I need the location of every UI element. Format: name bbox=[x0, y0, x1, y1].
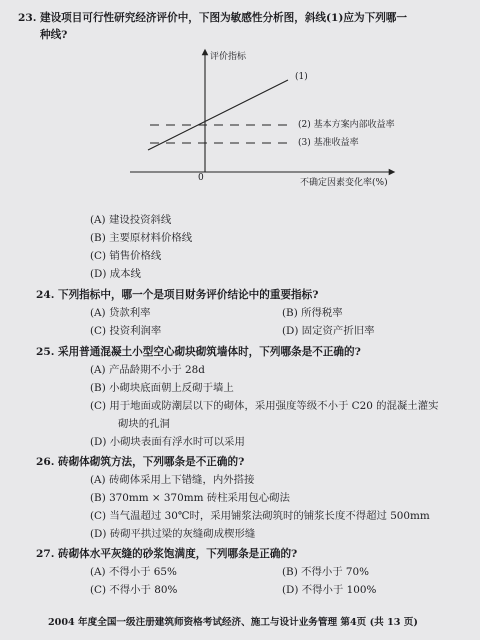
question-23-stem-line2: 种线? bbox=[40, 29, 68, 41]
question-23-option-d: (D) 成本线 bbox=[90, 268, 141, 280]
figure-x-axis-label: 不确定因素变化率(%) bbox=[300, 178, 388, 188]
page-footer: 2004 年度全国一级注册建筑师资格考试经济、施工与设计业务管理 第4页 (共 13 页) bbox=[48, 617, 418, 628]
figure-line-1-label: (1) bbox=[295, 72, 308, 82]
question-25-number: 25. bbox=[36, 346, 55, 358]
question-27-number: 27. bbox=[36, 548, 55, 560]
question-25-stem: 采用普通混凝土小型空心砌块砌筑墙体时，下列哪条是不正确的? bbox=[58, 346, 361, 358]
question-24-option-d: (D) 固定资产折旧率 bbox=[282, 325, 375, 337]
question-23-option-a: (A) 建设投资斜线 bbox=[90, 214, 172, 226]
question-23-option-c: (C) 销售价格线 bbox=[90, 250, 162, 262]
question-25-option-c: (C) 用于地面或防潮层以下的砌体，采用强度等级不小于 C20 的混凝土灌实 bbox=[90, 400, 439, 412]
sensitivity-line-1 bbox=[148, 80, 288, 150]
question-27-stem: 砖砌体水平灰缝的砂浆饱满度，下列哪条是正确的? bbox=[58, 548, 298, 560]
question-23-option-b: (B) 主要原材料价格线 bbox=[90, 232, 193, 244]
figure-line-3-label: (3) 基准收益率 bbox=[298, 138, 359, 148]
question-24-option-a: (A) 贷款利率 bbox=[90, 307, 151, 319]
question-27-option-d: (D) 不得小于 100% bbox=[282, 584, 377, 596]
question-27-option-a: (A) 不得小于 65% bbox=[90, 566, 177, 578]
figure-y-axis-label: 评价指标 bbox=[210, 52, 247, 62]
question-24-option-c: (C) 投资利润率 bbox=[90, 325, 162, 337]
question-27-option-b: (B) 不得小于 70% bbox=[282, 566, 370, 578]
question-25-option-c-continued: 砌块的孔洞 bbox=[118, 418, 170, 430]
question-25-option-b: (B) 小砌块底面朝上反砌于墙上 bbox=[90, 382, 234, 394]
figure-line-2-label: (2) 基本方案内部收益率 bbox=[298, 120, 395, 130]
question-25-option-d: (D) 小砌块表面有浮水时可以采用 bbox=[90, 436, 245, 448]
question-27-option-c: (C) 不得小于 80% bbox=[90, 584, 178, 596]
question-25-option-a: (A) 产品龄期不小于 28d bbox=[90, 364, 205, 376]
figure-origin-label: 0 bbox=[198, 173, 204, 183]
question-26-stem: 砖砌体砌筑方法，下列哪条是不正确的? bbox=[58, 456, 245, 468]
question-23-number: 23. bbox=[18, 12, 37, 24]
question-26-option-d: (D) 砖砌平拱过梁的灰缝砌成楔形缝 bbox=[90, 528, 256, 540]
question-26-option-b: (B) 370mm × 370mm 砖柱采用包心砌法 bbox=[90, 492, 290, 504]
question-24-stem: 下列指标中，哪一个是项目财务评价结论中的重要指标? bbox=[58, 289, 319, 301]
question-24-number: 24. bbox=[36, 289, 55, 301]
question-26-number: 26. bbox=[36, 456, 55, 468]
question-23-stem-line1: 建设项目可行性研究经济评价中，下图为敏感性分析图，斜线(1)应为下列哪一 bbox=[40, 12, 407, 24]
question-24-option-b: (B) 所得税率 bbox=[282, 307, 343, 319]
question-26-option-a: (A) 砖砌体采用上下错缝，内外搭接 bbox=[90, 474, 255, 486]
question-26-option-c: (C) 当气温超过 30℃时，采用铺浆法砌筑时的铺浆长度不得超过 500mm bbox=[90, 510, 430, 522]
